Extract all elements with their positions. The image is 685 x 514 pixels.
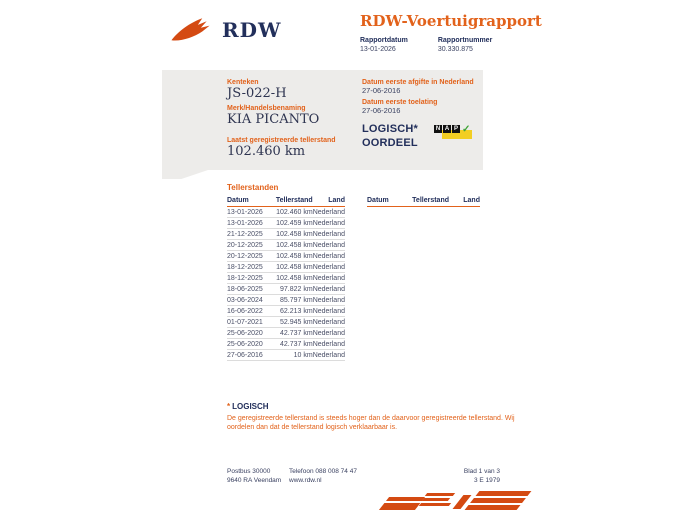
nap-logo (434, 123, 476, 143)
cell-land: Nederland (312, 307, 345, 315)
kenteken-value: JS-022-H (227, 86, 287, 101)
cell-land: Nederland (312, 296, 345, 304)
cell-datum: 25-06-2020 (227, 339, 269, 350)
cell-datum: 18-12-2025 (227, 273, 269, 284)
note-asterisk: * (227, 402, 231, 411)
table-row (227, 229, 345, 240)
cell-datum: 18-12-2025 (227, 262, 269, 273)
cell-tellerstand: 102.458 km (269, 273, 313, 284)
table-row (227, 262, 345, 273)
kenteken-label: Kenteken (227, 79, 259, 86)
rdw-logo-text: RDW (222, 18, 282, 42)
col-header-land: Land (313, 194, 345, 207)
oordeel-line2: OORDEEL (362, 137, 418, 149)
table-row (227, 273, 345, 284)
cell-land: Nederland (312, 329, 345, 337)
col-header-datum: Datum (227, 194, 269, 207)
toelating-value: 27-06-2016 (362, 106, 401, 115)
footer-contact (289, 467, 357, 485)
page-title: RDW-Voertuigrapport (360, 12, 542, 30)
footer-form-code: 3 E 1979 (473, 477, 500, 484)
odometer-label: Laatst geregistreerde tellerstand (227, 137, 336, 144)
cell-tellerstand: 102.458 km (269, 240, 313, 251)
cell-land: Nederland (312, 252, 345, 260)
report-date-value: 13-01-2026 (360, 46, 396, 53)
cell-land: Nederland (312, 340, 345, 348)
cell-land: Nederland (312, 230, 345, 238)
rdw-decorative-stripes (378, 489, 528, 513)
cell-datum: 27-06-2016 (227, 350, 269, 361)
nap-checkmark-icon: ✓ (462, 124, 471, 135)
vehicle-summary-panel (162, 70, 483, 170)
footer-address (227, 467, 281, 485)
rdw-wing-icon (170, 14, 214, 46)
table-row (227, 218, 345, 229)
note-title (227, 402, 519, 411)
report-number-value: 30.330.875 (437, 46, 473, 53)
rdw-logo (170, 14, 281, 46)
footer-address-line1: Postbus 30000 (227, 468, 271, 475)
footer-address-line2: 9640 RA Veendam (227, 477, 282, 484)
cell-land: Nederland (312, 274, 345, 282)
cell-datum: 13-01-2026 (227, 207, 269, 218)
col-header-datum-2: Datum (367, 194, 407, 207)
logisch-note (227, 402, 519, 432)
vehicle-id-column (227, 79, 377, 127)
table-row (227, 339, 345, 350)
nap-letters (434, 125, 460, 133)
tellerstand-table-right (367, 194, 480, 207)
cell-tellerstand: 52.945 km (269, 317, 313, 328)
cell-datum: 21-12-2025 (227, 229, 269, 240)
report-meta (360, 37, 492, 53)
cell-datum: 20-12-2025 (227, 251, 269, 262)
cell-tellerstand: 42.737 km (269, 328, 313, 339)
nap-letter-a: A (444, 126, 450, 132)
footer-paging (400, 467, 500, 485)
table-row (227, 207, 345, 218)
cell-land: Nederland (312, 263, 345, 271)
oordeel-verdict (362, 122, 418, 150)
report-number-block (438, 37, 492, 53)
cell-tellerstand: 102.458 km (269, 251, 313, 262)
report-number-label: Rapportnummer (437, 37, 493, 44)
cell-tellerstand: 10 km (269, 350, 313, 361)
cell-tellerstand: 102.458 km (269, 262, 313, 273)
footer-website-link[interactable]: www.rdw.nl (289, 477, 322, 484)
tellerstand-table-body (227, 207, 345, 361)
cell-land: Nederland (312, 219, 345, 227)
merk-label: Merk/Handelsbenaming (227, 105, 306, 112)
table-row (227, 317, 345, 328)
cell-tellerstand: 97.822 km (269, 284, 313, 295)
table-row (227, 251, 345, 262)
cell-land: Nederland (312, 318, 345, 326)
panel-corner-tab (162, 170, 208, 179)
cell-datum: 20-12-2025 (227, 240, 269, 251)
col-header-tellerstand: Tellerstand (269, 194, 313, 207)
cell-land: Nederland (312, 208, 345, 216)
cell-tellerstand: 62.213 km (269, 306, 313, 317)
col-header-tellerstand-2: Tellerstand (407, 194, 449, 207)
cell-tellerstand: 102.460 km (269, 207, 313, 218)
col-header-land-2: Land (449, 194, 480, 207)
odometer-value: 102.460 km (227, 144, 306, 159)
cell-land: Nederland (312, 285, 345, 293)
table-row (227, 350, 345, 361)
tellerstand-table-left (227, 194, 345, 361)
table-row (227, 240, 345, 251)
toelating-label: Datum eerste toelating (362, 99, 438, 106)
cell-land: Nederland (312, 241, 345, 249)
registration-dates-column (362, 79, 482, 115)
cell-datum: 25-06-2020 (227, 328, 269, 339)
nap-letter-n: N (435, 126, 441, 132)
footer-page-number: Blad 1 van 3 (463, 468, 500, 475)
table-row (227, 328, 345, 339)
note-title-text: LOGISCH (232, 402, 269, 411)
cell-tellerstand: 42.737 km (269, 339, 313, 350)
note-body: De geregistreerde tellerstand is steeds hoger dan de daarvoor geregistreerde tellerstand. Wij oordelen dan dat de tellerstand logisch verklaarbaar is. (227, 415, 515, 431)
cell-datum: 01-07-2021 (227, 317, 269, 328)
odometer-block (227, 137, 336, 159)
report-date-label: Rapportdatum (360, 37, 408, 44)
footer-phone: Telefoon 088 008 74 47 (289, 468, 357, 475)
nap-letter-p: P (453, 126, 458, 132)
afgifte-value: 27-06-2016 (362, 86, 401, 95)
cell-datum: 16-06-2022 (227, 306, 269, 317)
tellerstanden-section-title: Tellerstanden (227, 183, 279, 192)
table-row (227, 284, 345, 295)
cell-datum: 13-01-2026 (227, 218, 269, 229)
cell-land: Nederland (312, 351, 345, 359)
cell-datum: 03-06-2024 (227, 295, 269, 306)
table-row (227, 295, 345, 306)
table-row (227, 306, 345, 317)
cell-tellerstand: 102.459 km (269, 218, 313, 229)
merk-value: KIA PICANTO (227, 112, 320, 127)
cell-datum: 18-06-2025 (227, 284, 269, 295)
afgifte-label: Datum eerste afgifte in Nederland (362, 79, 474, 86)
oordeel-line1: LOGISCH* (362, 123, 418, 135)
cell-tellerstand: 85.797 km (269, 295, 313, 306)
report-date-block (360, 37, 408, 53)
cell-tellerstand: 102.458 km (269, 229, 313, 240)
